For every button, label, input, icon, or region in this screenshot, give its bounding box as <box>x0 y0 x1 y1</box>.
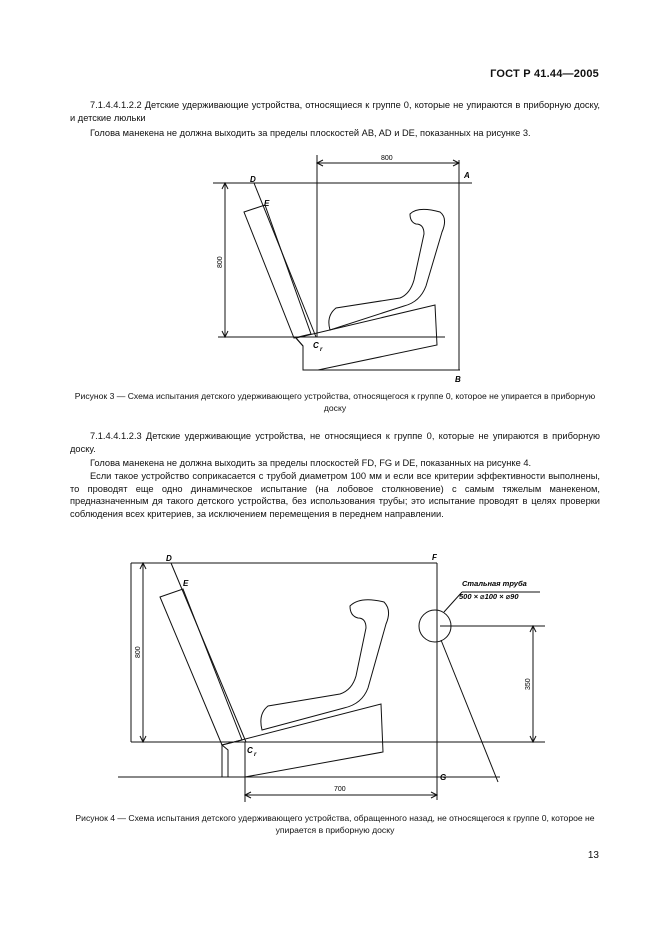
fig3-dim-800v: 800 <box>217 256 224 268</box>
section-7-1-4-4-1-2-2-text: Голова манекена не должна выходить за пределы плоскостей AB, AD и DE, показанных на рисунке 3. <box>90 128 531 138</box>
fig4-pipe-diagonal <box>441 640 498 782</box>
fig4-label-g: G <box>440 773 447 782</box>
section-7-1-4-4-1-2-3-text2: Если такое устройство соприкасается с трубой диаметром 100 мм и если все критерии эффективности выполнены, то проводят еще одно динамическое испытание (на лобовое столкновение) с самым тяжелым манекеном, предназначенным дя такого детского устройства, без использования трубы; это испытание проводят в целях проверки соблюдения всех критериев, за исключением перемещения в переднем направлении. <box>70 471 600 519</box>
fig4-pipe-label-1: Стальная труба <box>462 579 527 588</box>
fig3-label-e: E <box>264 199 270 208</box>
section-7-1-4-4-1-2-3-text1: Голова манекена не должна выходить за пределы плоскостей FD, FG и DE, показанных на рисунке 4. <box>90 458 532 468</box>
section-7-1-4-4-1-2-2-heading: 7.1.4.4.1.2.2 Детские удерживающие устройства, относящиеся к группе 0, которые не упираются в приборную доску, и детские люльки <box>70 100 600 123</box>
fig4-label-cr-sub: r <box>254 752 257 758</box>
fig3-label-cr: C <box>313 341 319 350</box>
fig4-label-f: F <box>432 553 437 562</box>
fig4-label-cr: C <box>247 746 253 755</box>
figure-3-caption: Рисунок 3 — Схема испытания детского удерживающего устройства, относящегося к группе 0, которое не упирается в приборную доску <box>74 391 596 413</box>
fig4-dim-350: 350 <box>525 678 532 690</box>
figure-4-caption: Рисунок 4 — Схема испытания детского удерживающего устройства, обращенного назад, не относящегося к группе 0, которое не упирается в приборную доску <box>75 813 595 835</box>
fig4-seat-base <box>222 704 383 777</box>
fig3-backrest <box>244 205 311 338</box>
page-number: 13 <box>587 850 599 861</box>
fig4-plane-de <box>171 563 246 742</box>
document-code: ГОСТ Р 41.44—2005 <box>490 68 599 80</box>
fig4-pipe-label-2: 500 × ⌀100 × ⌀90 <box>459 592 519 601</box>
fig4-label-e: E <box>183 579 189 588</box>
fig3-child-seat <box>329 209 445 330</box>
fig4-child-seat <box>261 600 389 730</box>
fig4-label-d: D <box>166 554 172 563</box>
section-7-1-4-4-1-2-3-heading: 7.1.4.4.1.2.3 Детские удерживающие устройства, не относящиеся к группе 0, которые не упираются в приборную доску. <box>70 431 600 454</box>
fig3-label-b: B <box>455 375 461 384</box>
fig3-label-a: A <box>464 171 470 180</box>
fig4-dim-700: 700 <box>334 786 346 793</box>
fig3-dim-800h: 800 <box>381 155 393 162</box>
fig4-dim-800v: 800 <box>135 646 142 658</box>
fig3-label-d: D <box>250 175 256 184</box>
fig4-backrest <box>160 589 242 745</box>
fig3-label-cr-sub: r <box>320 347 323 353</box>
fig3-lower-link <box>296 338 303 346</box>
